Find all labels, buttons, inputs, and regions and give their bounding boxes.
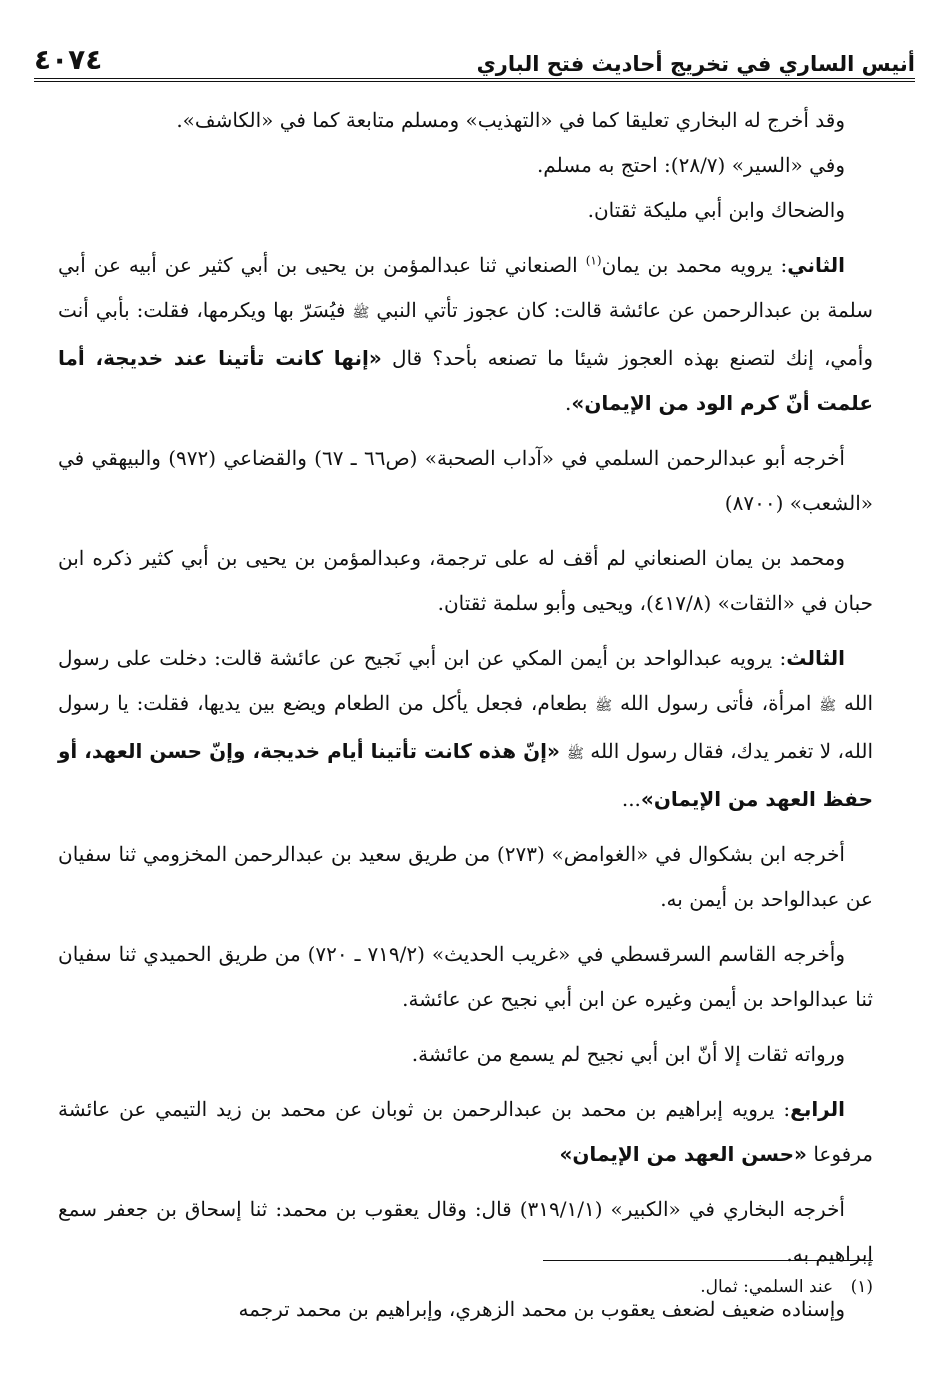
- footnote-reference: (١): [585, 253, 602, 268]
- hadith-text: «إنها كانت تأتينا عند خديجة، أما علمت أنّ كرم الود من الإيمان»: [58, 346, 873, 415]
- paragraph-9: وأخرجه القاسم السرقسطي في «غريب الحديث» (٧١٩/٢ ـ ٧٢٠) من طريق الحميدي ثنا سفيان ثنا عبدالواحد بن أيمن وغيره عن ابن أبي نجيح عن عائشة.: [58, 942, 873, 1011]
- book-title: أنيس الساري في تخريج أحاديث فتح الباري: [476, 51, 915, 76]
- section-label-third: الثالث: [786, 646, 845, 670]
- paragraph-fourth-hadith: [58, 1087, 873, 1177]
- text-segment: بطعام، فجعل يأكل من الطعام ويضع بين يديها، فقلت: يا رسول الله، لا تغمر يدك، فقال رسول الله: [58, 691, 873, 763]
- salawat-glyph: ﷺ: [566, 746, 584, 762]
- hadith-text: «حسن العهد من الإيمان»: [559, 1142, 807, 1166]
- text-segment: : يرويه إبراهيم بن محمد بن عبدالرحمن بن ثوبان عن محمد بن زيد التيمي عن عائشة مرفوعا: [58, 1097, 873, 1166]
- paragraph-13: وإسناده ضعيف لضعف يعقوب بن محمد الزهري، وإبراهيم بن محمد ترجمه: [238, 1297, 845, 1321]
- hadith-text: «إنّ هذه كانت تأتينا أيام خديجة، وإنّ حسن العهد، أو حفظ العهد من الإيمان»: [58, 739, 873, 811]
- paragraph-5: أخرجه أبو عبدالرحمن السلمي في «آداب الصحبة» (ص٦٦ ـ ٦٧) والقضاعي (٩٧٢) والبيهقي في «الشعب» (٨٧٠٠): [58, 446, 873, 515]
- paragraph-6: ومحمد بن يمان الصنعاني لم أقف له على ترجمة، وعبدالمؤمن بن يحيى بن أبي كثير ذكره ابن حبان في «الثقات» (٤١٧/٨)، ويحيى وأبو سلمة ثقتان.: [58, 546, 873, 615]
- footnote-number: (١): [850, 1277, 873, 1297]
- paragraph-12: أخرجه البخاري في «الكبير» (٣١٩/١/١) قال: وقال يعقوب بن محمد: ثنا إسحاق بن جعفر سمع إبراهيم به.: [58, 1197, 873, 1266]
- text-segment: ...: [621, 787, 641, 811]
- text-segment: : يرويه محمد بن يمان: [601, 253, 788, 277]
- salawat-glyph: ﷺ: [819, 698, 837, 714]
- text-segment: امرأة، فأتى رسول الله: [612, 691, 820, 715]
- footnote-text: عند السلمي: ثمال.: [700, 1277, 834, 1297]
- text-segment: فيُسَرّ بها ويكرمها، فقلت: بأبي أنت وأمي، إنك لتصنع بهذه العجوز شيئا ما تصنعه بأحد؟ قال: [58, 298, 874, 370]
- salawat-glyph: ﷺ: [595, 698, 613, 714]
- main-text: [58, 98, 873, 1342]
- paragraph-third-hadith: [58, 636, 873, 822]
- paragraph-10: ورواته ثقات إلا أنّ ابن أبي نجيح لم يسمع من عائشة.: [411, 1042, 845, 1066]
- paragraph-8: أخرجه ابن بشكوال في «الغوامض» (٢٧٣) من طريق سعيد بن عبدالرحمن المخزومي ثنا سفيان عن عبدالواحد بن أيمن به.: [58, 842, 873, 911]
- paragraph-2: وفي «السير» (٢٨/٧): احتج به مسلم.: [536, 153, 845, 177]
- paragraph-3: والضحاك وابن أبي مليكة ثقتان.: [587, 198, 845, 222]
- page-number: ٤٠٧٤: [34, 43, 103, 77]
- footnote-divider: [543, 1260, 873, 1261]
- section-label-fourth: الرابع: [790, 1097, 845, 1121]
- text-segment: .: [565, 391, 572, 415]
- footnote: [58, 1272, 873, 1302]
- paragraph-1: وقد أخرج له البخاري تعليقا كما في «التهذيب» ومسلم متابعة كما في «الكاشف».: [176, 108, 845, 132]
- salawat-glyph: ﷺ: [352, 305, 370, 321]
- running-header: [34, 30, 915, 82]
- section-label-second: الثاني: [787, 253, 845, 277]
- text-segment: الصنعاني ثنا عبدالمؤمن بن يحيى بن أبي كثير عن أبيه عن أبي سلمة بن عبدالرحمن عن عائشة قالت: كان عجوز تأتي النبي: [58, 253, 873, 322]
- paragraph-second-hadith: [58, 243, 873, 426]
- text-segment: : يرويه عبدالواحد بن أيمن المكي عن ابن أبي نَجيح عن عائشة قالت: دخلت على رسول الله: [58, 646, 873, 715]
